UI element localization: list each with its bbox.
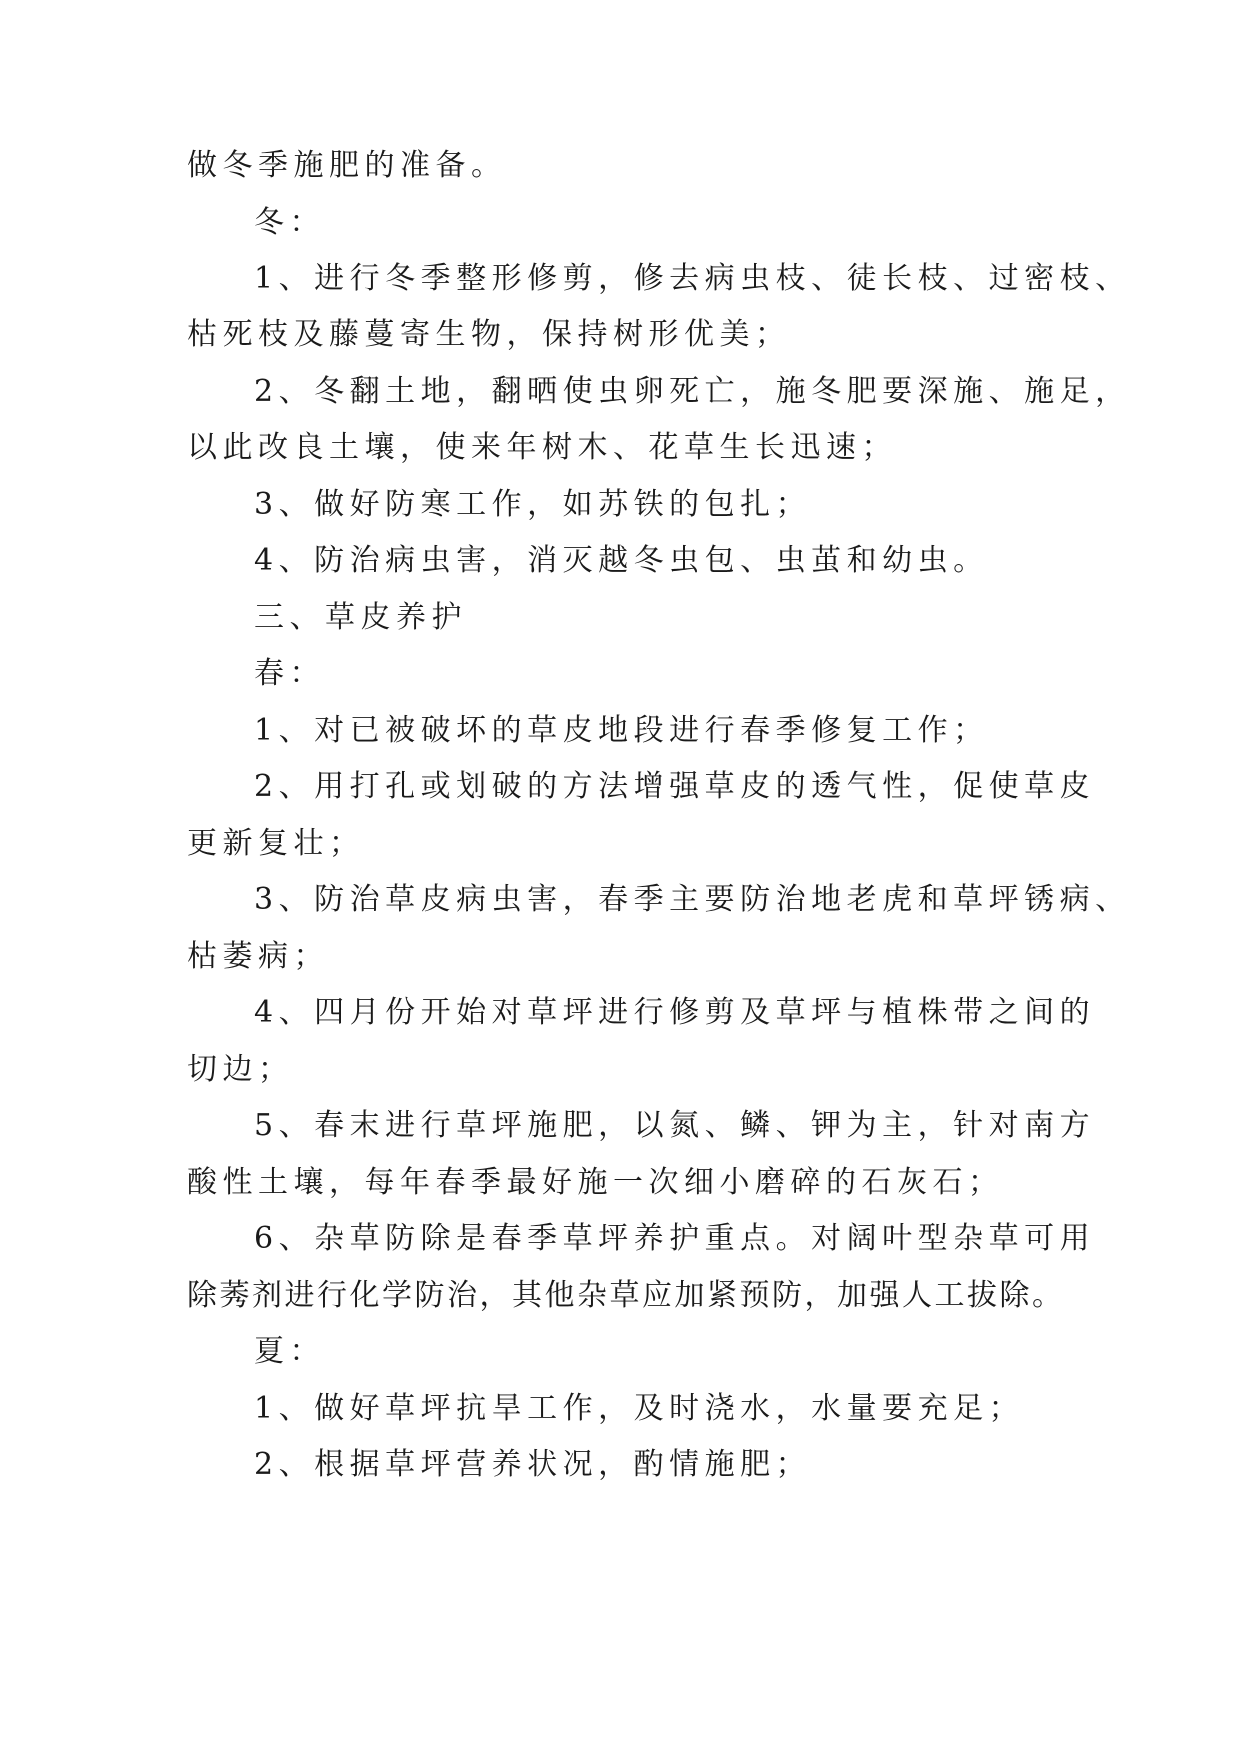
paragraph-line: 1、做好草坪抗旱工作，及时浇水，水量要充足； bbox=[254, 1391, 1025, 1426]
paragraph-line: 2、用打孔或划破的方法增强草皮的透气性，促使草皮 bbox=[254, 769, 1096, 804]
paragraph-line: 酸性土壤，每年春季最好施一次细小磨碎的石灰石； bbox=[187, 1165, 1004, 1200]
paragraph-line: 4、防治病虫害，消灭越冬虫包、虫茧和幼虫。 bbox=[254, 543, 989, 578]
section-heading: 三、草皮养护 bbox=[254, 600, 467, 635]
paragraph-line: 6、杂草防除是春季草坪养护重点。对阔叶型杂草可用 bbox=[254, 1221, 1096, 1256]
paragraph-line: 枯死枝及藤蔓寄生物，保持树形优美； bbox=[187, 317, 791, 352]
paragraph-line: 4、四月份开始对草坪进行修剪及草坪与植株带之间的 bbox=[254, 995, 1096, 1030]
paragraph-line: 2、根据草坪营养状况，酌情施肥； bbox=[254, 1447, 812, 1482]
season-heading-summer: 夏： bbox=[254, 1334, 325, 1369]
paragraph-line: 切边； bbox=[187, 1052, 294, 1087]
paragraph-line: 枯萎病； bbox=[187, 939, 329, 974]
paragraph-line: 1、进行冬季整形修剪，修去病虫枝、徒长枝、过密枝、 bbox=[254, 261, 1131, 296]
season-heading-spring: 春： bbox=[254, 656, 325, 691]
paragraph-line: 1、对已被破坏的草皮地段进行春季修复工作； bbox=[254, 713, 989, 748]
paragraph-line: 3、防治草皮病虫害，春季主要防治地老虎和草坪锈病、 bbox=[254, 882, 1131, 917]
paragraph-line: 以此改良土壤，使来年树木、花草生长迅速； bbox=[187, 430, 897, 465]
paragraph-line: 3、做好防寒工作，如苏铁的包扎； bbox=[254, 487, 812, 522]
paragraph-line: 2、冬翻土地，翻晒使虫卵死亡，施冬肥要深施、施足， bbox=[254, 374, 1131, 409]
paragraph-line: 做冬季施肥的准备。 bbox=[187, 148, 507, 183]
paragraph-line: 除莠剂进行化学防治，其他杂草应加紧预防，加强人工拔除。 bbox=[187, 1278, 1065, 1313]
paragraph-line: 5、春末进行草坪施肥，以氮、鳞、钾为主，针对南方 bbox=[254, 1108, 1096, 1143]
paragraph-line: 更新复壮； bbox=[187, 826, 365, 861]
season-heading-winter: 冬： bbox=[254, 205, 325, 240]
